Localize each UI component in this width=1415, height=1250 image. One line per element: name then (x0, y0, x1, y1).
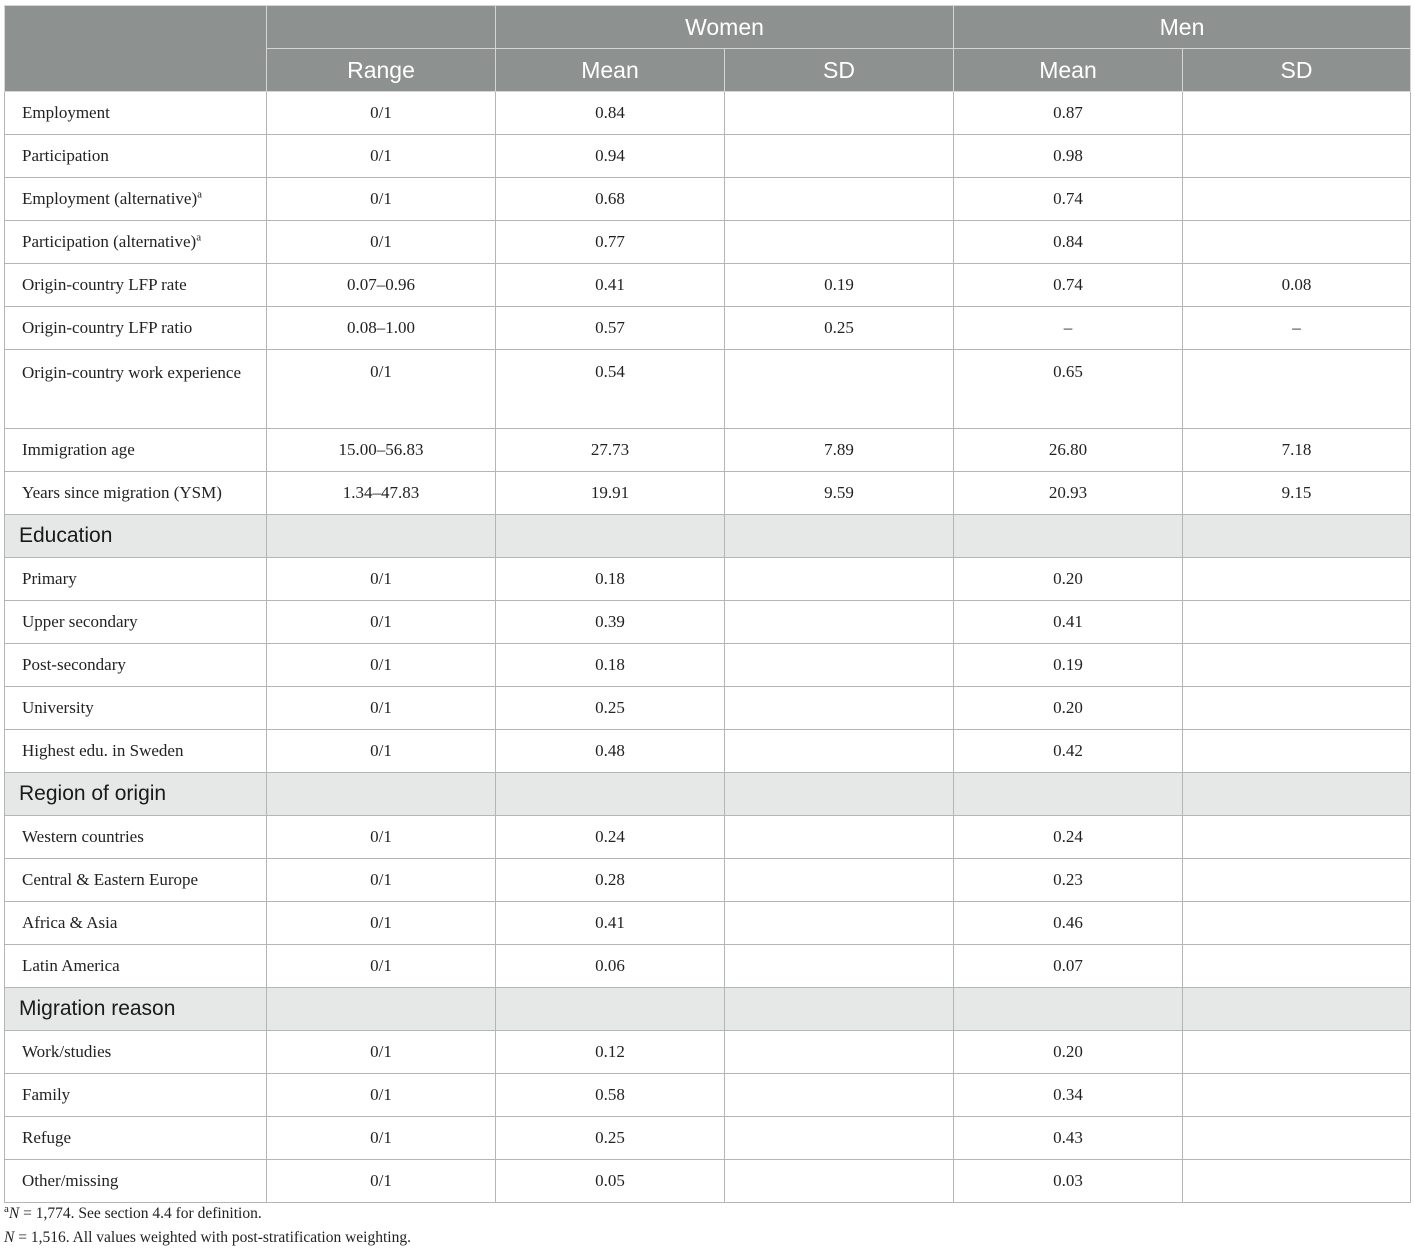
table-row (5, 1031, 1411, 1074)
women-sd-cell (725, 1117, 954, 1160)
row-label (5, 945, 267, 988)
women-sd-cell (725, 816, 954, 859)
section-empty-cell (267, 515, 496, 558)
section-empty-cell (725, 988, 954, 1031)
table-header (5, 6, 1411, 92)
row-label (5, 178, 267, 221)
men-mean-cell: 0.43 (954, 1117, 1183, 1160)
row-label-text: Employment (alternative) (22, 189, 198, 208)
table-row (5, 945, 1411, 988)
men-sd-cell (1183, 350, 1411, 429)
row-label-text: Highest edu. in Sweden (22, 741, 184, 760)
range-cell: 0/1 (267, 92, 496, 135)
section-heading: Education (5, 515, 267, 558)
men-sd-cell (1183, 1117, 1411, 1160)
women-mean-cell: 0.77 (496, 221, 725, 264)
men-sd-cell: 7.18 (1183, 429, 1411, 472)
table-row (5, 1160, 1411, 1203)
table-row (5, 902, 1411, 945)
section-empty-cell (496, 515, 725, 558)
women-sd-cell: 0.25 (725, 307, 954, 350)
women-sd-cell (725, 859, 954, 902)
women-sd-cell (725, 687, 954, 730)
row-label-text: Upper secondary (22, 612, 138, 631)
footnote-marker: a (197, 188, 203, 201)
women-mean-cell: 0.41 (496, 264, 725, 307)
men-mean-cell: – (954, 307, 1183, 350)
header-women-mean: Mean (496, 49, 725, 92)
men-sd-cell: 0.08 (1183, 264, 1411, 307)
header-blank (5, 6, 267, 92)
men-sd-cell (1183, 902, 1411, 945)
women-mean-cell: 0.24 (496, 816, 725, 859)
row-label (5, 816, 267, 859)
row-label-text: Western countries (22, 827, 144, 846)
range-cell: 0.07–0.96 (267, 264, 496, 307)
row-label-text: University (22, 698, 94, 717)
women-mean-cell: 0.12 (496, 1031, 725, 1074)
section-empty-cell (496, 773, 725, 816)
men-mean-cell: 0.41 (954, 601, 1183, 644)
men-sd-cell (1183, 1160, 1411, 1203)
row-label (5, 687, 267, 730)
women-sd-cell (725, 945, 954, 988)
range-cell: 0/1 (267, 135, 496, 178)
section-empty-cell (725, 515, 954, 558)
women-mean-cell: 0.18 (496, 644, 725, 687)
women-sd-cell (725, 644, 954, 687)
footnote-marker: a (196, 231, 202, 244)
women-sd-cell: 7.89 (725, 429, 954, 472)
header-women: Women (496, 6, 954, 49)
row-label (5, 1031, 267, 1074)
table-row (5, 1074, 1411, 1117)
row-label-text: Other/missing (22, 1171, 119, 1190)
men-mean-cell: 0.42 (954, 730, 1183, 773)
women-mean-cell: 0.94 (496, 135, 725, 178)
men-mean-cell: 0.20 (954, 1031, 1183, 1074)
women-sd-cell (725, 221, 954, 264)
women-sd-cell (725, 178, 954, 221)
row-label (5, 644, 267, 687)
men-mean-cell: 0.23 (954, 859, 1183, 902)
women-sd-cell (725, 1160, 954, 1203)
section-empty-cell (267, 773, 496, 816)
row-label (5, 264, 267, 307)
footnote-a-text: = 1,774. See section 4.4 for definition. (19, 1205, 262, 1222)
footnote-a-n: N (8, 1205, 20, 1222)
range-cell: 0/1 (267, 1117, 496, 1160)
row-label-text: Work/studies (22, 1042, 112, 1061)
range-cell: 0/1 (267, 644, 496, 687)
women-mean-cell: 0.57 (496, 307, 725, 350)
row-label-text: Years since migration (YSM) (22, 483, 222, 502)
section-row (5, 515, 1411, 558)
range-cell: 0/1 (267, 902, 496, 945)
men-sd-cell (1183, 178, 1411, 221)
row-label-text: Participation (22, 146, 109, 165)
row-label (5, 601, 267, 644)
footnote-b (4, 1226, 411, 1250)
men-sd-cell (1183, 730, 1411, 773)
men-mean-cell: 0.20 (954, 687, 1183, 730)
range-cell: 0/1 (267, 859, 496, 902)
men-mean-cell: 26.80 (954, 429, 1183, 472)
row-label (5, 472, 267, 515)
men-sd-cell (1183, 558, 1411, 601)
row-label (5, 859, 267, 902)
footnote-a-marker: a (4, 1202, 9, 1215)
men-mean-cell: 0.24 (954, 816, 1183, 859)
men-sd-cell (1183, 859, 1411, 902)
men-mean-cell: 0.20 (954, 558, 1183, 601)
table-row (5, 644, 1411, 687)
row-label-text: Africa & Asia (22, 913, 118, 932)
women-mean-cell: 19.91 (496, 472, 725, 515)
table-row (5, 178, 1411, 221)
range-cell: 0/1 (267, 816, 496, 859)
men-mean-cell: 0.74 (954, 178, 1183, 221)
men-mean-cell: 0.07 (954, 945, 1183, 988)
row-label (5, 730, 267, 773)
table-footnotes (4, 1202, 411, 1250)
section-empty-cell (1183, 988, 1411, 1031)
table-row (5, 601, 1411, 644)
table-row (5, 264, 1411, 307)
women-mean-cell: 0.39 (496, 601, 725, 644)
range-cell: 0/1 (267, 178, 496, 221)
men-sd-cell (1183, 644, 1411, 687)
section-heading: Migration reason (5, 988, 267, 1031)
women-mean-cell: 27.73 (496, 429, 725, 472)
women-sd-cell (725, 92, 954, 135)
footnote-b-n: N (4, 1229, 15, 1246)
range-cell: 0/1 (267, 221, 496, 264)
women-mean-cell: 0.84 (496, 92, 725, 135)
men-sd-cell (1183, 945, 1411, 988)
men-mean-cell: 0.74 (954, 264, 1183, 307)
row-label-text: Refuge (22, 1128, 72, 1147)
section-empty-cell (496, 988, 725, 1031)
section-heading: Region of origin (5, 773, 267, 816)
table-row (5, 472, 1411, 515)
row-label (5, 350, 267, 429)
men-mean-cell: 0.98 (954, 135, 1183, 178)
table-row (5, 307, 1411, 350)
men-mean-cell: 0.46 (954, 902, 1183, 945)
row-label (5, 558, 267, 601)
section-empty-cell (1183, 515, 1411, 558)
section-empty-cell (954, 515, 1183, 558)
header-range: Range (267, 49, 496, 92)
men-mean-cell: 0.65 (954, 350, 1183, 429)
header-men-sd: SD (1183, 49, 1411, 92)
section-row (5, 988, 1411, 1031)
table-row (5, 1117, 1411, 1160)
range-cell: 0.08–1.00 (267, 307, 496, 350)
men-sd-cell (1183, 687, 1411, 730)
women-mean-cell: 0.54 (496, 350, 725, 429)
row-label-text: Origin-country LFP ratio (22, 318, 193, 337)
men-sd-cell (1183, 221, 1411, 264)
table-body (5, 92, 1411, 1203)
range-cell: 0/1 (267, 601, 496, 644)
women-mean-cell: 0.58 (496, 1074, 725, 1117)
row-label-text: Post-secondary (22, 655, 126, 674)
men-sd-cell (1183, 601, 1411, 644)
women-sd-cell: 9.59 (725, 472, 954, 515)
header-blank-range-top (267, 6, 496, 49)
table-row (5, 221, 1411, 264)
women-mean-cell: 0.48 (496, 730, 725, 773)
range-cell: 15.00–56.83 (267, 429, 496, 472)
row-label-text: Family (22, 1085, 71, 1104)
row-label (5, 135, 267, 178)
table-row (5, 135, 1411, 178)
section-empty-cell (954, 773, 1183, 816)
range-cell: 0/1 (267, 730, 496, 773)
men-sd-cell (1183, 135, 1411, 178)
table-row (5, 558, 1411, 601)
men-sd-cell (1183, 1074, 1411, 1117)
row-label (5, 1160, 267, 1203)
women-mean-cell: 0.68 (496, 178, 725, 221)
header-men: Men (954, 6, 1411, 49)
row-label-text: Latin America (22, 956, 120, 975)
row-label (5, 307, 267, 350)
row-label-text: Central & Eastern Europe (22, 870, 199, 889)
women-sd-cell (725, 601, 954, 644)
section-row (5, 773, 1411, 816)
descriptive-statistics-table (4, 5, 1411, 1203)
women-sd-cell (725, 350, 954, 429)
footnote-a (4, 1202, 411, 1226)
women-mean-cell: 0.06 (496, 945, 725, 988)
men-mean-cell: 20.93 (954, 472, 1183, 515)
women-sd-cell: 0.19 (725, 264, 954, 307)
range-cell: 0/1 (267, 350, 496, 429)
men-sd-cell: – (1183, 307, 1411, 350)
row-label (5, 221, 267, 264)
range-cell: 0/1 (267, 687, 496, 730)
men-sd-cell (1183, 92, 1411, 135)
men-mean-cell: 0.34 (954, 1074, 1183, 1117)
women-sd-cell (725, 730, 954, 773)
section-empty-cell (725, 773, 954, 816)
row-label-text: Employment (22, 103, 110, 122)
women-sd-cell (725, 1074, 954, 1117)
women-mean-cell: 0.05 (496, 1160, 725, 1203)
range-cell: 1.34–47.83 (267, 472, 496, 515)
men-mean-cell: 0.03 (954, 1160, 1183, 1203)
table-row (5, 687, 1411, 730)
women-mean-cell: 0.25 (496, 687, 725, 730)
row-label (5, 92, 267, 135)
section-empty-cell (1183, 773, 1411, 816)
range-cell: 0/1 (267, 945, 496, 988)
range-cell: 0/1 (267, 558, 496, 601)
women-mean-cell: 0.18 (496, 558, 725, 601)
row-label-text: Origin-country LFP rate (22, 275, 187, 294)
table-row (5, 92, 1411, 135)
women-sd-cell (725, 135, 954, 178)
men-sd-cell: 9.15 (1183, 472, 1411, 515)
women-mean-cell: 0.28 (496, 859, 725, 902)
section-empty-cell (267, 988, 496, 1031)
table-row (5, 816, 1411, 859)
men-mean-cell: 0.19 (954, 644, 1183, 687)
row-label-text: Primary (22, 569, 77, 588)
table-row (5, 859, 1411, 902)
section-empty-cell (954, 988, 1183, 1031)
range-cell: 0/1 (267, 1160, 496, 1203)
row-label (5, 429, 267, 472)
footnote-b-text: = 1,516. All values weighted with post-stratification weighting. (14, 1229, 411, 1246)
men-sd-cell (1183, 1031, 1411, 1074)
women-mean-cell: 0.25 (496, 1117, 725, 1160)
women-mean-cell: 0.41 (496, 902, 725, 945)
row-label-text: Participation (alternative) (22, 232, 197, 251)
row-label-text: Origin-country work experience (22, 363, 242, 382)
women-sd-cell (725, 558, 954, 601)
table-row (5, 429, 1411, 472)
women-sd-cell (725, 1031, 954, 1074)
men-mean-cell: 0.87 (954, 92, 1183, 135)
row-label (5, 1117, 267, 1160)
table-row (5, 350, 1411, 429)
women-sd-cell (725, 902, 954, 945)
range-cell: 0/1 (267, 1074, 496, 1117)
table-row (5, 730, 1411, 773)
men-sd-cell (1183, 816, 1411, 859)
men-mean-cell: 0.84 (954, 221, 1183, 264)
header-men-mean: Mean (954, 49, 1183, 92)
range-cell: 0/1 (267, 1031, 496, 1074)
row-label (5, 902, 267, 945)
header-women-sd: SD (725, 49, 954, 92)
row-label-text: Immigration age (22, 440, 135, 459)
row-label (5, 1074, 267, 1117)
